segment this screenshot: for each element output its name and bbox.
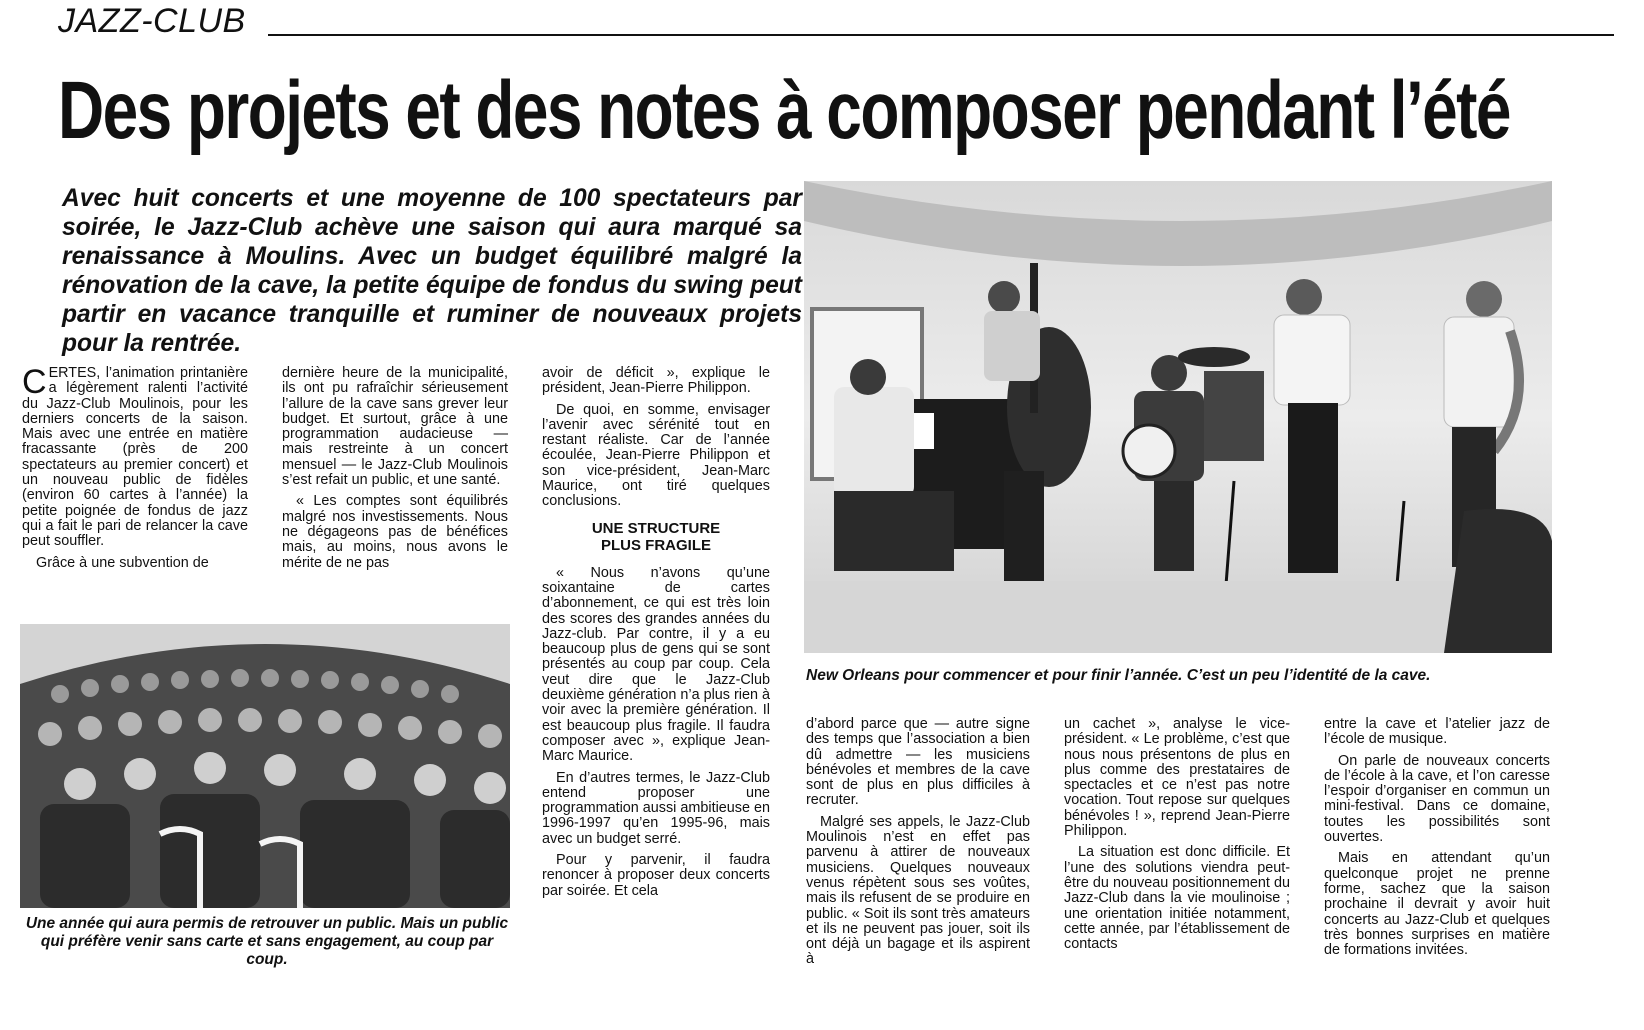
article-column-2 [282,366,508,577]
column-6-paragraph-1: entre la cave et l’atelier jazz de l’école de musique. [1324,716,1550,748]
rubric-rule [268,34,1614,36]
article-column-3 [542,366,770,905]
standfirst: Avec huit concerts et une moyenne de 100 spectateurs par soirée, le Jazz-Club achève une saison qui aura marqué sa renaissance à Moulins. Avec un budget équilibré malgré la rénovation de la cave, la petite équipe de fondus du swing peut partir en vacance tranquille et ruminer de nouveaux projets pour la rentrée. [62,185,802,357]
band-photo [804,181,1552,653]
column-2-paragraph-2: « Les comptes sont équilibrés malgré nos investissements. Nous ne dégageons pas de bénéfices mais, au moins, nous avons le mérite de ne pas [282,493,508,571]
drop-cap: C [22,363,47,401]
column-6-paragraph-2: On parle de nouveaux concerts de l’école à la cave, et l’on caresse l’espoir d’organiser en commun un mini-festival. Dans ce domaine, toutes les possibilités sont ouvertes. [1324,752,1550,846]
column-3-paragraph-1: avoir de déficit », explique le président, Jean-Pierre Philippon. [542,365,770,397]
subheading [542,520,770,554]
band-photo-caption: New Orleans pour commencer et pour finir l’année. C’est un peu l’identité de la cave. [806,667,1431,684]
column-3-paragraph-2: De quoi, en somme, envisager l’avenir avec sérénité tout en restant réaliste. Car de l’année écoulée, Jean-Pierre Philippon et son vice-président, Jean-Marc Maurice, ont tiré quelques conclusions. [542,401,770,510]
audience-photo [20,624,510,908]
headline: Des projets et des notes à composer pendant l’été [58,65,1510,156]
column-6-paragraph-3: Mais en attendant qu’un quelconque projet ne prenne forme, sachez que la saison prochaine il devrait y avoir huit concerts au Jazz-Club et quelques très bonnes surprises en matière de formations invitées. [1324,850,1550,959]
column-1-paragraph-2: Grâce à une subvention de [36,554,209,571]
column-3-paragraph-5: Pour y parvenir, il faudra renoncer à proposer deux concerts par soirée. Et cela [542,852,770,899]
audience-photo-caption: Une année qui aura permis de retrouver un public. Mais un public qui préfère venir sans carte et sans engagement, au coup par coup. [25,915,509,968]
column-3-paragraph-4: En d’autres termes, le Jazz-Club entend proposer une programmation aussi ambitieuse en 1996-1997 qu’en 1995-96, mais avec un budget serré. [542,769,770,847]
subheading-line-2: PLUS FRAGILE [600,536,711,554]
column-5-paragraph-2: La situation est donc difficile. Et l’une des solutions viendra peut-être du nouveau positionnement du Jazz-Club dans la vie moulinoise ; une orientation initiée notamment, cette année, par l’établissement de contacts [1064,844,1290,953]
article-column-5 [1064,717,1290,958]
article-column-1 [22,363,248,577]
column-3-paragraph-3: « Nous n’avons qu’une soixantaine de cartes d’abonnement, ce qui est très loin des scores des grandes années du Jazz-club. Par contre, il y a eu beaucoup plus de gens qui se sont présentés au coup par coup. Cela veut dire que le Jazz-Club deuxième génération n’a plus rien à voir avec la première génération. Il est beaucoup plus fragile. Il faudra composer avec », explique Jean-Marc Maurice. [542,564,771,765]
column-5-paragraph-1: un cachet », analyse le vice-président. « Le problème, c’est que nous nous présentons de plus en plus comme des prestataires de spectacles et ce n’est pas notre vocation. Tout repose sur quelques bénévoles ! », reprend Jean-Pierre Philippon. [1064,716,1290,840]
subheading-line-1: UNE STRUCTURE [591,519,721,537]
column-2-paragraph-1: dernière heure de la municipalité, ils ont pu rafraîchir sérieusement l’allure de la cave sans grever leur budget. Et surtout, grâce à une programmation audacieuse — mais restreinte à un concert mensuel — le Jazz-Club Moulinois s’est refait un public, et une santé. [282,365,508,489]
article-column-6 [1324,717,1550,964]
column-4-paragraph-2: Malgré ses appels, le Jazz-Club Moulinois n’est en effet pas parvenu à attirer de nouveaux musiciens. Quelques nouveaux venus répètent sous ses voûtes, mais ils refusent de se produire en public. « Soit ils sont très amateurs et ils ne peuvent pas jouer, soit ils ont déjà un bagage et ils aspirent à [806,813,1030,968]
section-rubric: JAZZ-CLUB [58,2,246,40]
column-4-paragraph-1: d’abord parce que — autre signe des temps que l’association a bien dû admettre — les musiciens bénévoles et membres de la cave sont de plus en plus difficiles à recruter. [806,716,1030,809]
column-1-paragraph-1: CERTES, l’animation printanière a légèrement ralenti l’activité du Jazz-Club Moulinois, pour les derniers concerts de la saison. Mais avec une entrée en matière fracassante (près de 200 spectateurs au premier concert) et un nouveau public de fidèles (environ 60 cartes à l’année) la petite poignée de fondus de jazz qui a fait le pari de relancer la cave peut souffler. [22,363,248,550]
article-column-4 [806,717,1030,974]
